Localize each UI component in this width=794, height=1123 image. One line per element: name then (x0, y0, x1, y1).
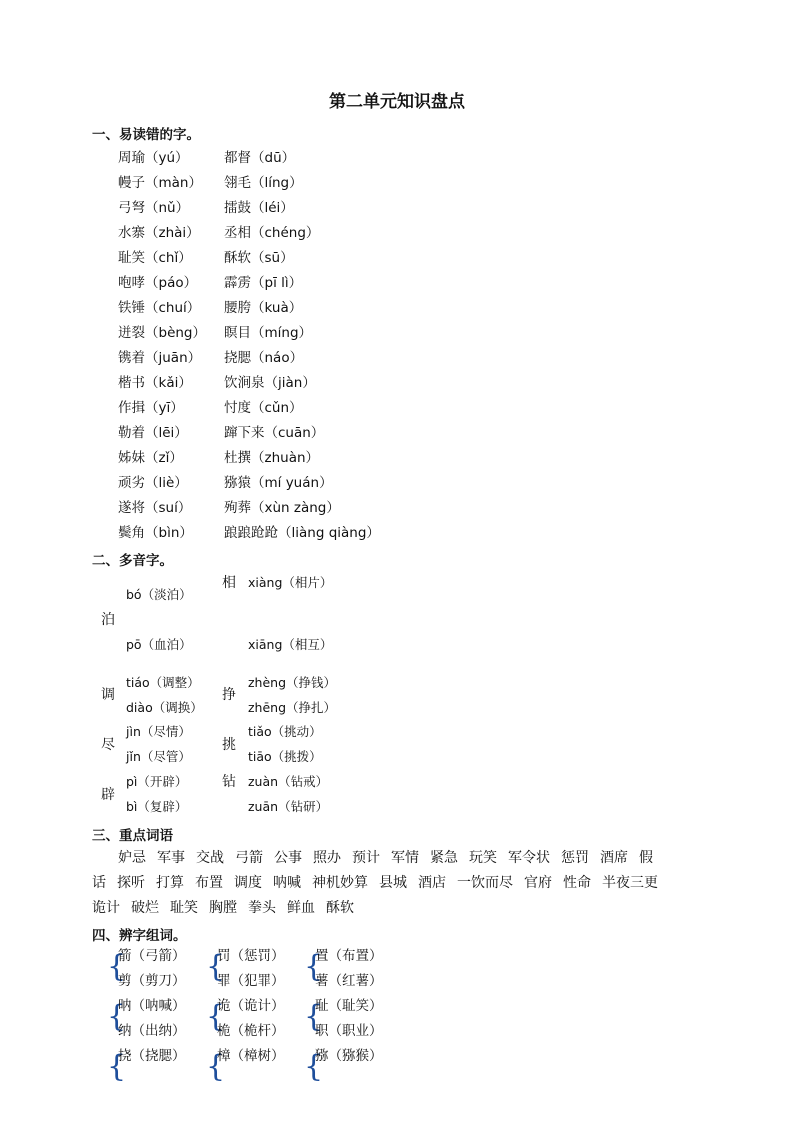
polyphone-reading: jǐn（尽管） (126, 749, 191, 764)
brace-icon: { (107, 1049, 127, 1084)
key-word: 玩笑 (469, 850, 497, 866)
easy-word-item: 擂鼓（léi） (224, 200, 294, 216)
easy-word-item: 腰胯（kuà） (224, 300, 303, 316)
easy-word-item: 幔子（màn） (118, 175, 202, 191)
page-title: 第二单元知识盘点 (329, 92, 465, 112)
key-word: 布置 (195, 875, 223, 891)
polyphone-reading: xiàng（相片） (248, 575, 333, 590)
easy-word-item: 蹿下来（cuān） (224, 425, 325, 441)
easy-word-item: 姊妹（zǐ） (118, 450, 183, 466)
key-word: 假 (639, 850, 653, 866)
key-words-line (118, 846, 728, 871)
distinguish-word: 樟（樟树） (217, 1048, 285, 1064)
section-heading-distinguish: 四、辨字组词。 (92, 928, 187, 944)
key-word: 酒店 (418, 875, 446, 891)
distinguish-word: 箭（弓箭） (118, 948, 186, 964)
polyphone-char: 挣 (222, 687, 236, 703)
distinguish-word: 耻（耻笑） (315, 998, 383, 1014)
polyphone-reading: jìn（尽情） (126, 724, 191, 739)
easy-word-item: 作揖（yī） (118, 400, 184, 416)
key-word: 军令状 (508, 850, 550, 866)
easy-word-item: 忖度（cǔn） (224, 400, 303, 416)
section-heading-key-words: 三、重点词语 (92, 828, 173, 844)
polyphone-reading: tiāo（挑拨） (248, 749, 322, 764)
easy-word-item: 瞑目（míng） (224, 325, 313, 341)
easy-word-item: 勒着（lēi） (118, 425, 188, 441)
easy-word-item: 猕猿（mí yuán） (224, 475, 333, 491)
section-heading-easy-misread: 一、易读错的字。 (92, 127, 200, 143)
distinguish-word: 挠（挠腮） (118, 1048, 186, 1064)
easy-word-item: 弓弩（nǔ） (118, 200, 190, 216)
brace-icon: { (206, 949, 226, 984)
easy-word-item: 迸裂（bèng） (118, 325, 207, 341)
key-word: 弓箭 (235, 850, 263, 866)
easy-word-item: 铁锤（chuí） (118, 300, 201, 316)
key-word: 话 (92, 875, 106, 891)
key-word: 半夜三更 (602, 875, 658, 891)
easy-word-item: 丞相（chéng） (224, 225, 320, 241)
brace-icon: { (304, 999, 324, 1034)
distinguish-word: 桅（桅杆） (217, 1023, 285, 1039)
key-word: 打算 (156, 875, 184, 891)
key-words-line (92, 871, 702, 896)
polyphone-reading: xiāng（相互） (248, 637, 333, 652)
key-word: 预计 (352, 850, 380, 866)
easy-word-item: 楷书（kǎi） (118, 375, 192, 391)
brace-icon: { (304, 1049, 324, 1084)
key-word: 呐喊 (273, 875, 301, 891)
polyphone-reading: tiáo（调整） (126, 675, 200, 690)
polyphone-char: 相 (222, 575, 236, 591)
key-word: 酒席 (600, 850, 628, 866)
polyphone-char: 调 (101, 687, 115, 703)
easy-word-item: 都督（dū） (224, 150, 296, 166)
key-word: 官府 (524, 875, 552, 891)
distinguish-word: 诡（诡计） (217, 998, 285, 1014)
easy-word-item: 杜撰（zhuàn） (224, 450, 320, 466)
distinguish-word: 置（布置） (315, 948, 383, 964)
key-word: 一饮而尽 (457, 875, 513, 891)
easy-word-item: 周瑜（yú） (118, 150, 189, 166)
distinguish-word: 薯（红薯） (315, 973, 383, 989)
brace-icon: { (107, 999, 127, 1034)
key-word: 调度 (234, 875, 262, 891)
polyphone-reading: bì（复辟） (126, 799, 188, 814)
section-heading-polyphones: 二、多音字。 (92, 553, 173, 569)
key-word: 鲜血 (287, 900, 315, 916)
easy-word-item: 酥软（sū） (224, 250, 294, 266)
easy-word-item: 遂将（suí） (118, 500, 192, 516)
easy-word-item: 霹雳（pī lì） (224, 275, 303, 291)
easy-word-item: 水寨（zhài） (118, 225, 200, 241)
polyphone-char: 钻 (222, 774, 236, 790)
key-word: 酥软 (326, 900, 354, 916)
easy-word-item: 鬓角（bìn） (118, 525, 193, 541)
key-word: 公事 (274, 850, 302, 866)
polyphone-reading: zhèng（挣钱） (248, 675, 337, 690)
easy-word-item: 咆哮（páo） (118, 275, 198, 291)
key-word: 妒忌 (118, 850, 146, 866)
polyphone-char: 尽 (101, 737, 115, 753)
easy-word-item: 顽劣（liè） (118, 475, 188, 491)
distinguish-word: 剪（剪刀） (118, 973, 186, 989)
easy-word-item: 挠腮（náo） (224, 350, 304, 366)
easy-word-item: 殉葬（xùn zàng） (224, 500, 340, 516)
easy-word-item: 镌着（juān） (118, 350, 202, 366)
distinguish-word: 罪（犯罪） (217, 973, 285, 989)
key-word: 胸膛 (209, 900, 237, 916)
key-words-line (92, 896, 702, 921)
polyphone-reading: tiǎo（挑动） (248, 724, 322, 739)
polyphone-char: 辟 (101, 787, 115, 803)
easy-word-item: 翎毛（líng） (224, 175, 303, 191)
key-word: 拳头 (248, 900, 276, 916)
key-word: 交战 (196, 850, 224, 866)
key-word: 诡计 (92, 900, 120, 916)
polyphone-reading: pō（血泊） (126, 637, 192, 652)
key-word: 军情 (391, 850, 419, 866)
brace-icon: { (206, 1049, 226, 1084)
polyphone-reading: bó（淡泊） (126, 587, 192, 602)
easy-word-item: 饮涧泉（jiàn） (224, 375, 316, 391)
polyphone-reading: zuàn（钻戒） (248, 774, 329, 789)
key-word: 性命 (563, 875, 591, 891)
key-word: 紧急 (430, 850, 458, 866)
key-word: 军事 (157, 850, 185, 866)
distinguish-word: 罚（惩罚） (217, 948, 285, 964)
easy-word-item: 踉踉跄跄（liàng qiàng） (224, 525, 380, 541)
brace-icon: { (206, 999, 226, 1034)
brace-icon: { (304, 949, 324, 984)
polyphone-char: 泊 (101, 612, 115, 628)
key-word: 探听 (117, 875, 145, 891)
polyphone-reading: diào（调换） (126, 700, 203, 715)
key-word: 耻笑 (170, 900, 198, 916)
key-word: 县城 (379, 875, 407, 891)
polyphone-char: 挑 (222, 737, 236, 753)
key-word: 照办 (313, 850, 341, 866)
key-word: 神机妙算 (312, 875, 368, 891)
key-word: 惩罚 (561, 850, 589, 866)
easy-word-item: 耻笑（chǐ） (118, 250, 192, 266)
brace-icon: { (107, 949, 127, 984)
distinguish-word: 职（职业） (315, 1023, 383, 1039)
distinguish-word: 呐（呐喊） (118, 998, 186, 1014)
distinguish-word: 纳（出纳） (118, 1023, 186, 1039)
polyphone-reading: pì（开辟） (126, 774, 188, 789)
polyphone-reading: zhēng（挣扎） (248, 700, 337, 715)
polyphone-reading: zuān（钻研） (248, 799, 329, 814)
key-word: 破烂 (131, 900, 159, 916)
distinguish-word: 猕（猕猴） (315, 1048, 383, 1064)
